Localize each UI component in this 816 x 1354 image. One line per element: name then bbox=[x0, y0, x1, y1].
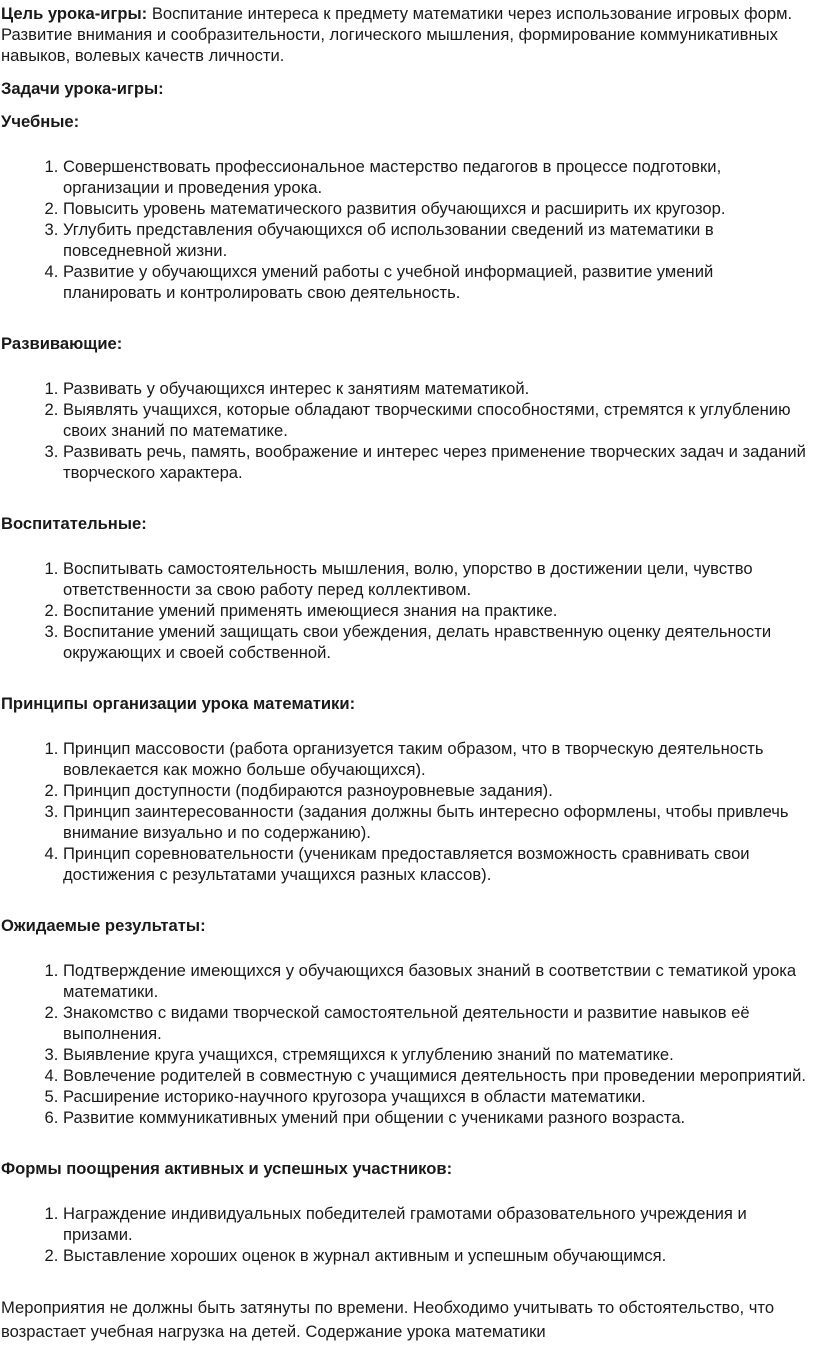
section-heading-developing: Развивающие: bbox=[1, 334, 123, 353]
list-item: 2. Повысить уровень математического развития обучающихся и расширить их кругозор. bbox=[63, 198, 810, 219]
list-item: 5. Расширение историко-научного кругозора учащихся в области математики. bbox=[63, 1086, 810, 1107]
closing-paragraph: Мероприятия не должны быть затянуты по времени. Необходимо учитывать то обстоятельство, что возрастает учебная нагрузка на детей. Содержание урока математики bbox=[1, 1298, 775, 1341]
list-item: 3. Принцип заинтересованности (задания должны быть интересно оформлены, чтобы привлечь внимание визуально и по содержанию). bbox=[63, 801, 810, 843]
lesson-goal-text: Воспитание интереса к предмету математики через использование игровых форм. Развитие внимания и сообразительности, логического мышления, формирование коммуникативных навыков, волевых качеств личности. bbox=[1, 4, 793, 65]
list-item: 6. Развитие коммуникативных умений при общении с учениками разного возраста. bbox=[63, 1107, 810, 1128]
list-item: 2. Выставление хороших оценок в журнал активным и успешным обучающимся. bbox=[63, 1245, 810, 1266]
list-expected-results bbox=[1, 960, 810, 1128]
list-item: 4. Развитие у обучающихся умений работы с учебной информацией, развитие умений планировать и контролировать свою деятельность. bbox=[63, 261, 810, 303]
list-item: 1. Воспитывать самостоятельность мышления, волю, упорство в достижении цели, чувство ответственности за свою работу перед коллективом. bbox=[63, 558, 810, 600]
list-developing bbox=[1, 378, 810, 483]
list-item: 1. Принцип массовости (работа организуется таким образом, что в творческую деятельность вовлекается как можно больше обучающихся). bbox=[63, 738, 810, 780]
list-item: 2. Знакомство с видами творческой самостоятельной деятельности и развитие навыков её выполнения. bbox=[63, 1002, 810, 1044]
list-item: 4. Вовлечение родителей в совместную с учащимися деятельность при проведении мероприятий. bbox=[63, 1065, 810, 1086]
list-item: 2. Воспитание умений применять имеющиеся знания на практике. bbox=[63, 600, 810, 621]
section-heading-expected-results: Ожидаемые результаты: bbox=[1, 916, 206, 935]
section-heading-rewards: Формы поощрения активных и успешных участников: bbox=[1, 1159, 453, 1178]
list-rewards bbox=[1, 1203, 810, 1266]
list-upbringing bbox=[1, 558, 810, 663]
list-item: 1. Развивать у обучающихся интерес к занятиям математикой. bbox=[63, 378, 810, 399]
list-item: 1. Награждение индивидуальных победителей грамотами образовательного учреждения и призами. bbox=[63, 1203, 810, 1245]
list-item: 3. Углубить представления обучающихся об использовании сведений из математики в повседневной жизни. bbox=[63, 219, 810, 261]
list-item: 1. Подтверждение имеющихся у обучающихся базовых знаний в соответствии с тематикой урока математики. bbox=[63, 960, 810, 1002]
section-heading-principles: Принципы организации урока математики: bbox=[1, 694, 356, 713]
tasks-heading: Задачи урока-игры: bbox=[1, 79, 164, 98]
lesson-goal-paragraph bbox=[1, 3, 810, 66]
list-item: 3. Развивать речь, память, воображение и интерес через применение творческих задач и заданий творческого характера. bbox=[63, 441, 810, 483]
list-item: 1. Совершенствовать профессиональное мастерство педагогов в процессе подготовки, организации и проведения урока. bbox=[63, 156, 810, 198]
section-heading-upbringing: Воспитательные: bbox=[1, 514, 147, 533]
list-item: 2. Выявлять учащихся, которые обладают творческими способностями, стремятся к углублению своих знаний по математике. bbox=[63, 399, 810, 441]
section-heading-educational: Учебные: bbox=[1, 112, 80, 131]
lesson-goal-label: Цель урока-игры: bbox=[1, 4, 148, 23]
list-principles bbox=[1, 738, 810, 885]
list-item: 2. Принцип доступности (подбираются разноуровневые задания). bbox=[63, 780, 810, 801]
list-item: 4. Принцип соревновательности (ученикам предоставляется возможность сравнивать свои достижения с результатами учащихся разных классов). bbox=[63, 843, 810, 885]
list-educational bbox=[1, 156, 810, 303]
list-item: 3. Выявление круга учащихся, стремящихся к углублению знаний по математике. bbox=[63, 1044, 810, 1065]
list-item: 3. Воспитание умений защищать свои убеждения, делать нравственную оценку деятельности окружающих и своей собственной. bbox=[63, 621, 810, 663]
